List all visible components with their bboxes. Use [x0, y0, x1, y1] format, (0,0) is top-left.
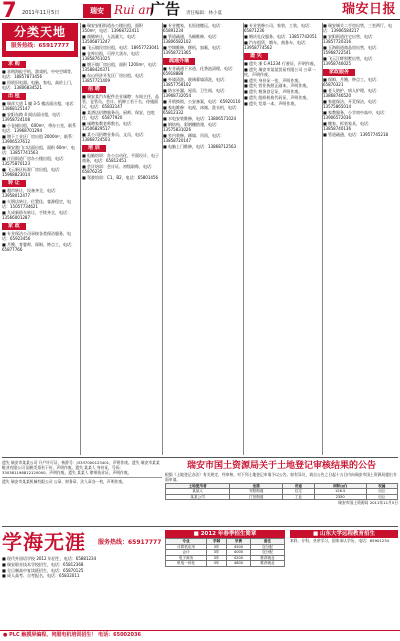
- classified-item: ■ 飞云新区标准厂房出租，电话：15968823014: [2, 167, 64, 178]
- table-header-cell: 用途: [283, 483, 314, 489]
- classified-item: ■ 瑞安职业技术学校招生，电话：65812368: [2, 561, 84, 567]
- table-cell: 3年: [207, 555, 227, 561]
- table-cell: 住宅: [283, 489, 314, 495]
- table-cell: 汀田街道: [230, 494, 283, 500]
- classified-item: ■ 仓库出租，可停大货车，电话：13858761025: [82, 50, 144, 61]
- category-label: 求 购: [2, 61, 26, 68]
- land-notice-table: [165, 483, 398, 501]
- classified-item: ■ 安阳东路 4 间店面出租，电话：13958724108: [2, 112, 65, 123]
- table-cell: 推荐就业: [250, 555, 284, 561]
- table-cell: 3年: [207, 561, 227, 567]
- table-cell: 出让: [366, 494, 397, 500]
- land-notice-text: 根据《土地登记办法》有关规定，经审核，对下列土地登记申请予以公告。如有异议，请自公告之日起十五日内向瑞安市国土资源局提出书面申请。: [165, 472, 397, 482]
- section-divider: [2, 526, 398, 527]
- classified-item: ■ 塘下工业区厂房出租 2000m²，联系：13906537612: [2, 134, 77, 145]
- classified-item: ■ 瑞安某汽车配件企业诚聘：车间主任、品管、仓管员、会计、机修工若干名，待遇面议，电话：65832147: [82, 93, 160, 110]
- classified-item: ■ 遗失 营业执照正副本，声明作废。: [244, 83, 311, 89]
- table-row: [166, 561, 285, 567]
- classified-item: ■ 电脑培训：办公自动化、平面设计、电子商务，电话：65812451: [82, 153, 160, 164]
- classified-item: ■ 成人高考、自考报名，电话：65832011: [2, 573, 80, 579]
- land-notice-block: [165, 460, 398, 506]
- university-text: 本科、专科，业余学习，国家承认学历，电话：65901234: [290, 538, 390, 543]
- table-row: [166, 494, 398, 500]
- classified-item: ■ 遗失 税务登记证，声明作废。: [244, 89, 303, 95]
- table-cell: 包分配: [250, 544, 284, 550]
- land-notice-title: 瑞安市国土资源局关于土地登记审核结果的公告: [186, 461, 376, 471]
- classified-item: ■ 现代外国语学校 2012 年招生，电话：65881234: [2, 556, 97, 561]
- column-5: [323, 23, 399, 138]
- table-cell: 包分配: [250, 550, 284, 556]
- classified-item: ■ 汀田街道厂房办公楼出租，电话：13575870123: [2, 156, 68, 167]
- classified-item: ■ 空调维修、移机、加氟，电话：13958721365: [163, 45, 225, 56]
- classified-item: ■ 遗失 组织机构代码证，声明作废。: [244, 94, 311, 100]
- classified-item: ■ 玉海街道商品房出售，电话：15968722541: [323, 45, 381, 56]
- category-label: 遗 失: [244, 53, 268, 60]
- editor-credit: 责任编辑：林小夏: [186, 11, 222, 16]
- table-cell: 安阳街道: [230, 489, 283, 495]
- university-block: [290, 530, 398, 544]
- notice-text: 遗失 瑞安市某某公司 开户许可证，核准号：J3337000123401，声明作废。遗失 瑞安市某某鞋业有限公司 国税发票若干份，声明作废。遗失 某某人 身份证，号码：330381198812120000，声明作废。遗失 某某人 律师执业证，声明作废。: [2, 460, 160, 475]
- classified-item: ■ 求购海报手机、游戏机、中央空调等，电话：18857873456: [2, 69, 76, 80]
- university-title: ■ 山东大学远程教育招生: [290, 530, 398, 538]
- category-label: 出 租: [2, 93, 26, 100]
- table-cell: 4000: [227, 550, 251, 556]
- table-cell: 3年: [207, 550, 227, 556]
- page-number: 7: [2, 0, 17, 22]
- notice-block: [2, 460, 162, 485]
- classified-item: ■ 全日制高中复读班招生，电话：65870125: [2, 567, 84, 573]
- table-header-cell: 坐落: [230, 483, 283, 489]
- table-cell: 会计: [166, 550, 207, 556]
- classified-item: ■ 搬家、拆装家具，电话：13858740136: [323, 121, 373, 132]
- classified-item: ■ 回收旧电器、电脑、家电，高价上门，电话：13806834521: [2, 80, 76, 91]
- enrollment-title: ■ 2012 年春季招生简章: [165, 530, 285, 538]
- table-cell: 推荐就业: [250, 561, 284, 567]
- classified-item: ■ 飞云镇民房出租，电话：18957723041: [82, 45, 160, 50]
- classified-item: ■ 汽车租赁，婚车、商务车，电话：13958774562: [244, 39, 310, 50]
- category-label: 转 让: [2, 180, 26, 187]
- classified-item: ■ 家庭保洁、开荒保洁，电话：13575865014: [323, 99, 381, 110]
- table-header-cell: 备注: [250, 539, 284, 545]
- table-header-cell: 专业: [166, 539, 207, 545]
- classified-item: ■ 塘下镇厂房出租，面积 1200m²，电话：13588420371: [82, 61, 161, 72]
- table-cell: 126.5: [314, 489, 366, 495]
- classified-item: ■ 遗失 身份证一张，声明作废。: [244, 77, 303, 83]
- column-1: [2, 59, 78, 253]
- column-4: [244, 23, 320, 107]
- table-cell: 工业: [283, 494, 314, 500]
- enrollment-block: [165, 530, 285, 567]
- newspaper-logo: 瑞安日报: [341, 2, 396, 17]
- classified-item: ■ 专业疏通下水道、化粪池清理，电话：65918888: [163, 66, 237, 77]
- education-list: [2, 556, 162, 579]
- table-cell: 2350: [314, 494, 366, 500]
- table-header-cell: 权属: [366, 483, 397, 489]
- category-label: 培 训: [82, 145, 106, 152]
- classified-item: ■ 专业搬家，长短途搬运，电话：65891234: [163, 23, 225, 34]
- table-header-cell: 学费: [227, 539, 251, 545]
- section-divider: [2, 457, 398, 458]
- table-cell: 4800: [227, 561, 251, 567]
- land-notice-sign: 瑞安市国土资源局 2011年11月5日: [338, 500, 398, 506]
- city-stamp: 瑞安: [83, 4, 111, 18]
- education-banner-title: 学海无涯: [2, 530, 86, 554]
- table-cell: 出让: [366, 489, 397, 495]
- classified-item: ■ 某公司招聘业务员、文员，电话：13868724503: [82, 132, 148, 143]
- enrollment-table: [165, 538, 285, 567]
- page-header: [0, 0, 400, 20]
- table-cell: 机电一体化: [166, 561, 207, 567]
- table-header-cell: 学制: [207, 539, 227, 545]
- classified-item: ■ 家教服务，小学初中高中，电话：13906572036: [323, 110, 389, 121]
- classified-banner: [2, 23, 78, 57]
- classified-item: ■ 九成新轿车转让，手续齐全，电话：13566001287: [2, 210, 72, 221]
- classified-item: ■ 室内装修、刷墙、吊顶，电话：13858720147: [163, 132, 225, 143]
- classified-item: ■ 遗失 浙 C·A1234 行驶证，声明作废。: [244, 60, 318, 66]
- category-label: 家政服务: [323, 69, 355, 76]
- classified-item: ■ 小仓储出租，600m²，带办公室，联系电话：13968701294: [2, 123, 77, 134]
- table-cell: 4500: [227, 544, 251, 550]
- column-2: [82, 23, 160, 181]
- classified-item: ■ 管道疏通，电话：13957745218: [323, 132, 389, 137]
- table-cell: 某某人: [166, 489, 230, 495]
- classified-item: ■ 东山经济开发区厂房出租，电话：13857721409: [82, 72, 148, 83]
- classified-item: ■ 老人陪护、病人护理，电话：13868746520: [323, 88, 381, 99]
- classified-item: ■ 水电安装维修，电话：13806571024: [163, 115, 237, 121]
- category-label: 招 聘: [82, 86, 106, 93]
- classified-item: ■ 瑞安城关二手房出售，三室两厅，电话：13906584217: [323, 23, 393, 34]
- classified-item: ■ 电脑上门维修，电话：13868712563: [163, 143, 237, 149]
- classified-item: ■ 专业装修公司，家装、工装，电话：65871236: [244, 23, 314, 34]
- page-date: 2011年11月5日: [22, 10, 60, 16]
- classified-item: ■ 飞云江畔别墅出售，电话：13958746025: [323, 56, 377, 67]
- classified-item: ■ 保姆、月嫂、钟点工，电话：65870321: [323, 77, 381, 88]
- classified-item: ■ 驾驶培训：C1、B2，电话：65801456: [82, 175, 159, 180]
- classified-item: ■ 某酒店招聘服务员、厨师、保安，包吃住，电话：65877920: [82, 110, 156, 121]
- classified-item: ■ 诚聘家教老师数名，电话：13506829517: [82, 121, 136, 132]
- footer-ad: ● PLC 触摸屏编程、伺服电机培训招生！ 电话：65002036: [0, 630, 400, 640]
- category-label: 疏通外墙: [163, 58, 195, 65]
- classified-item: ■ 瑞安港门口店面出租，面积 60m²，电话：13857741563: [2, 145, 75, 156]
- table-cell: 4200: [227, 555, 251, 561]
- classified-item: ■ 钢结构、彩钢棚搭建，电话：13575831026: [163, 121, 221, 132]
- classified-item: ■ 外墙清洗、玻璃幕墙清洗，电话：13857758102: [163, 77, 229, 88]
- table-header-cell: 土地使用者: [166, 483, 230, 489]
- table-header-cell: 面积(㎡): [314, 483, 366, 489]
- notice-text-2: 遗失 瑞安市某某机械有限公司 公章、财务章、法人章各一枚，声明作废。: [2, 479, 126, 484]
- table-cell: 某某公司: [166, 494, 230, 500]
- section-title: 广告: [150, 0, 181, 18]
- table-cell: 3年: [207, 544, 227, 550]
- banner-phone: 服务热线：65917777: [6, 41, 74, 51]
- classified-item: ■ 婚庆礼仪服务，电话：13857742051: [244, 34, 318, 39]
- education-banner-phone: 服务热线：65917777: [98, 539, 162, 546]
- classified-item: ■ 商铺转让，人流量大，电话：13506871247: [82, 34, 140, 45]
- table-cell: 电子商务: [166, 555, 207, 561]
- classified-item: ■ 管道疏通、马桶维修，电话：13806582102: [163, 34, 221, 45]
- classified-item: ■ 开锁换锁，公安备案，电话：65920110: [163, 99, 241, 104]
- classified-item: ■ 火锅店转让，位置佳，客源稳定，电话：15057734621: [2, 199, 72, 210]
- classified-item: ■ 安阳街道住宅出售，电话：13857720316: [323, 34, 377, 45]
- banner-title: 分类天地: [13, 25, 66, 39]
- classified-item: ■ 会计培训：会计证、初级职称，电话：65876235: [82, 164, 156, 175]
- classified-item: ■ 遗失 瑞安市某某贸易有限公司 公章一枚，声明作废。: [244, 66, 316, 77]
- classified-item: ■ 月嫂、育婴师、保姆、钟点工，电话：65877766: [2, 242, 76, 253]
- table-cell: 计算机应用: [166, 544, 207, 550]
- classified-item: ■ 超市转让，设备齐全，电话：13958012477: [2, 188, 60, 199]
- classified-item: ■ 瑞祥大道 1 幢 3-5 楼店面出租，电话：13868125147: [2, 101, 78, 112]
- classified-item: ■ 防水补漏，屋顶、卫生间，电话：13968732054: [163, 88, 229, 99]
- column-3: [163, 23, 241, 149]
- classified-item: ■ 瑞安安阳街道办公楼出租，面积 350m²，电话：13968722411: [82, 23, 144, 34]
- category-label: 家 政: [2, 223, 26, 230]
- classified-item: ■ 专业保洁公司承接各类保洁服务，电话：65923456: [2, 231, 72, 242]
- classified-item: ■ 遗失 发票一本，声明作废。: [244, 100, 299, 106]
- section-latin: Rui an: [114, 3, 154, 17]
- column-divider: [80, 23, 81, 455]
- classified-item: ■ 家电维修：电视、冰箱、洗衣机，电话：65812332: [163, 104, 241, 115]
